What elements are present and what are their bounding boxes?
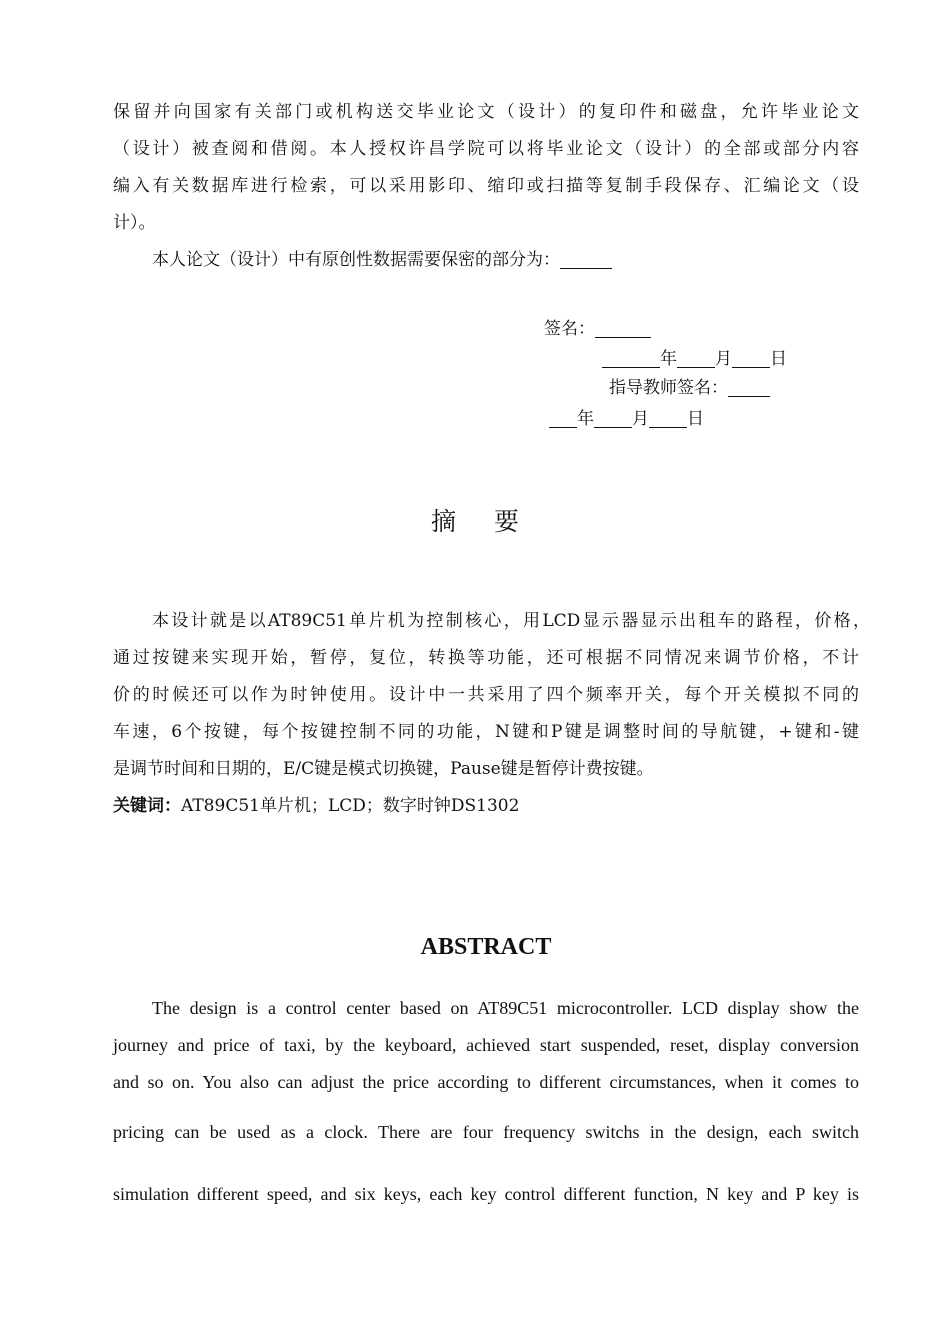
- secret-blank: [560, 250, 612, 269]
- signature-blank: [595, 319, 651, 338]
- signature-label: 签名：: [544, 319, 595, 339]
- keywords-row: [113, 788, 519, 825]
- declaration-line-4: 计）。: [113, 213, 156, 233]
- advisor-signature-label: 指导教师签名：: [609, 378, 728, 398]
- declaration-line-3: 编入有关数据库进行检索，可以采用影印、缩印或扫描等复制手段保存、汇编论文（设: [113, 176, 859, 196]
- secret-statement-text: 本人论文（设计）中有原创性数据需要保密的部分为：: [152, 250, 560, 270]
- date-day-label: 日: [770, 349, 787, 369]
- declaration-line-2: （设计）被查阅和借阅。本人授权许昌学院可以将毕业论文（设计）的全部或部分内容: [113, 139, 859, 159]
- keywords-label: 关键词：: [113, 796, 181, 816]
- abstract-zh-line-4: 车速，6个按键，每个按键控制不同的功能，N键和P键是调整时间的导航键，+键和-键: [113, 722, 859, 742]
- abstract-zh-title: 摘要: [430, 507, 557, 536]
- abstract-en-title: ABSTRACT: [420, 934, 552, 960]
- abstract-zh-line-1: 本设计就是以AT89C51单片机为控制核心，用LCD显示器显示出租车的路程，价格，: [152, 611, 870, 631]
- advisor-date-row: 年 月 日: [549, 401, 704, 438]
- abstract-zh-line-5: 是调节时间和日期的，E/C键是模式切换键，Pause键是暂停计费按键。: [113, 759, 654, 779]
- keywords-text: AT89C51单片机；LCD；数字时钟DS1302: [181, 796, 520, 816]
- abstract-en-line-5: simulation different speed, and six keys, each key control different function, N key and P key is: [113, 1184, 859, 1204]
- date-month-label: 月: [715, 349, 732, 369]
- secret-statement: [152, 242, 612, 279]
- abstract-en-line-4: pricing can be used as a clock. There are four frequency switchs in the design, each switch: [113, 1122, 859, 1142]
- date-year-label: 年: [660, 349, 677, 369]
- advisor-blank: [728, 378, 770, 397]
- abstract-en-line-2: journey and price of taxi, by the keyboard, achieved start suspended, reset, display conversion: [113, 1035, 859, 1055]
- abstract-en-line-3: and so on. You also can adjust the price according to different circumstances, when it comes to: [113, 1072, 859, 1092]
- abstract-en-line-1: The design is a control center based on AT89C51 microcontroller. LCD display show the: [152, 998, 859, 1018]
- abstract-zh-line-3: 价的时候还可以作为时钟使用。设计中一共采用了四个频率开关，每个开关模拟不同的: [113, 685, 859, 705]
- abstract-zh-line-2: 通过按键来实现开始，暂停，复位，转换等功能，还可根据不同情况来调节价格，不计: [113, 648, 859, 668]
- declaration-line-1: 保留并向国家有关部门或机构送交毕业论文（设计）的复印件和磁盘，允许毕业论文: [113, 102, 859, 122]
